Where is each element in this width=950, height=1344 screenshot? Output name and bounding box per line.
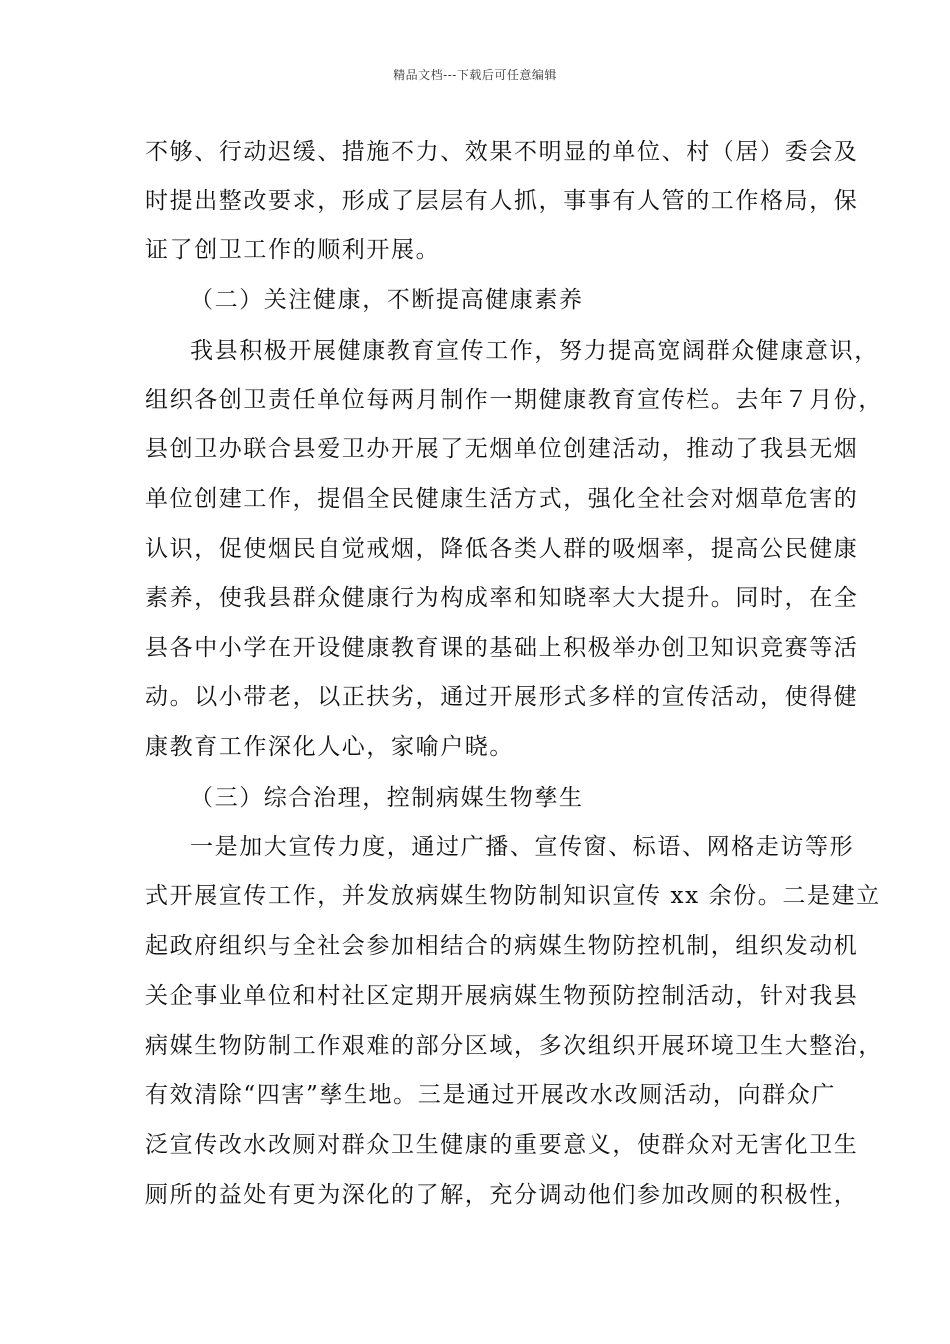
text-line: 康教育工作深化人心，家喻户晓。: [145, 734, 514, 760]
text-line: 有效清除“四害”孳生地。三是通过开展改水改厕活动，向群众广: [145, 1082, 836, 1108]
text-line: 起政府组织与全社会参加相结合的病媒生物防控机制，组织发动机: [145, 933, 859, 959]
page-header: 精品文档---下载后可任意编辑: [393, 68, 557, 82]
text-line: 县各中小学在开设健康教育课的基础上积极举办创卫知识竞赛等活: [145, 635, 859, 661]
text-line: 式开展宣传工作，并发放病媒生物防制知识宣传 xx 余份。二是建立: [145, 883, 881, 909]
text-line: 县创卫办联合县爱卫办开展了无烟单位创建活动，推动了我县无烟: [145, 436, 859, 462]
text-line: 病媒生物防制工作艰难的部分区域，多次组织开展环境卫生大整治，: [145, 1033, 883, 1059]
text-line: 认识，促使烟民自觉戒烟，降低各类人群的吸烟率，提高公民健康: [145, 536, 859, 562]
text-line: 组织各创卫责任单位每两月制作一期健康教育宣传栏。去年７月份，: [145, 387, 883, 413]
text-line: 动。以小带老，以正扶劣，通过开展形式多样的宣传活动，使得健: [145, 684, 859, 710]
section-heading: （三）综合治理，控制病媒生物孳生: [190, 785, 584, 811]
text-line: 证了创卫工作的顺利开展。: [145, 237, 441, 263]
text-line: 厕所的益处有更为深化的了解，充分调动他们参加改厕的积极性，: [145, 1182, 859, 1208]
text-line: 时提出整改要求，形成了层层有人抓，事事有人管的工作格局，保: [145, 188, 859, 214]
paragraph-first-line: 我县积极开展健康教育宣传工作，努力提高宽阔群众健康意识，: [190, 338, 879, 364]
text-line: 关企事业单位和村社区定期开展病媒生物预防控制活动，针对我县: [145, 983, 859, 1009]
text-line: 不够、行动迟缓、措施不力、效果不明显的单位、村（居）委会及: [145, 139, 859, 165]
text-line: 泛宣传改水改厕对群众卫生健康的重要意义，使群众对无害化卫生: [145, 1132, 859, 1158]
text-line: 素养，使我县群众健康行为构成率和知晓率大大提升。同时，在全: [145, 585, 859, 611]
paragraph-first-line: 一是加大宣传力度，通过广播、宣传窗、标语、网格走访等形: [190, 834, 855, 860]
section-heading: （二）关注健康，不断提高健康素养: [190, 287, 584, 313]
text-line: 单位创建工作，提倡全民健康生活方式，强化全社会对烟草危害的: [145, 486, 859, 512]
